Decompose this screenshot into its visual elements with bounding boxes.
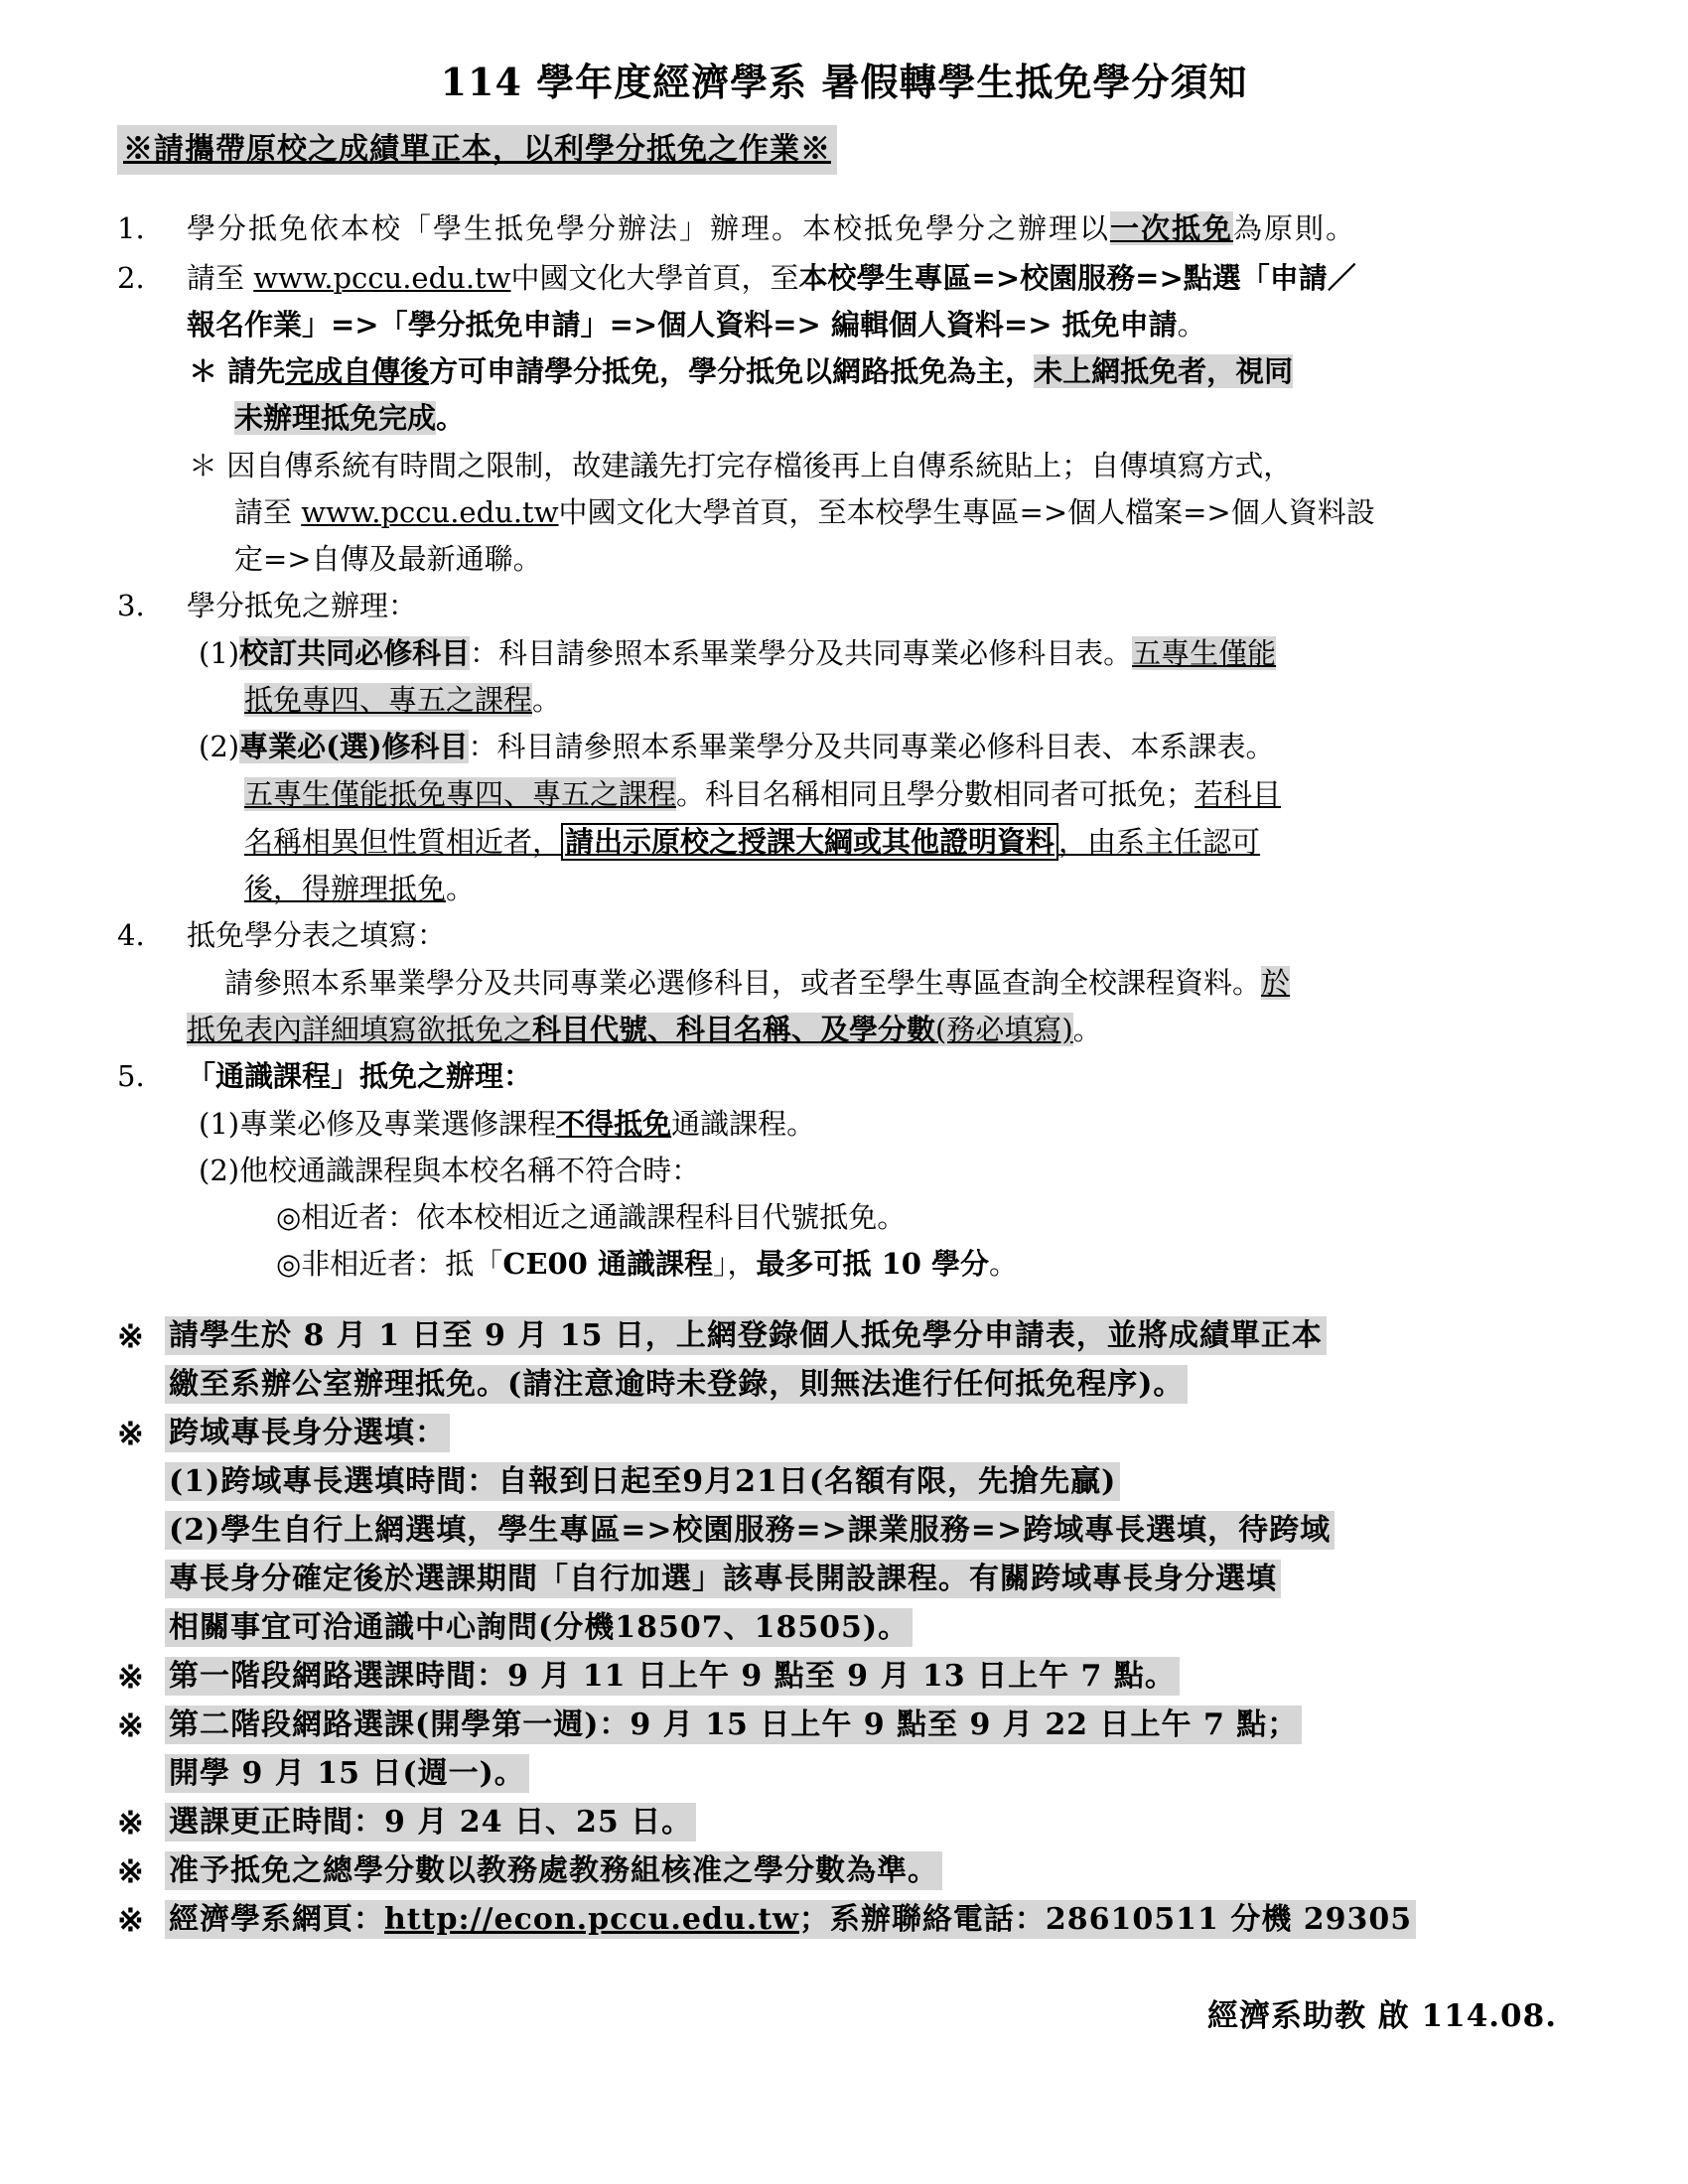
one-time-emphasis: 一次抵免	[1110, 211, 1234, 245]
item-3-number: 3.	[117, 589, 145, 622]
item-2-number: 2.	[117, 261, 145, 295]
item-5-part-1: (1)專業必修及專業選修課程不得抵免通識課程。	[199, 1107, 816, 1141]
note-1-line-2: 繳至系辦公室辦理抵免。(請注意逾時未登錄，則無法進行任何抵免程序)。	[165, 1363, 1188, 1407]
page-title: 114 學年度經濟學系 暑假轉學生抵免學分須知	[440, 60, 1248, 104]
signature: 經濟系助教 啟 114.08.	[1206, 1998, 1557, 2034]
item-2-line-1: 請至 www.pccu.edu.tw中國文化大學首頁，至本校學生專區=>校園服務=>點選「申請／	[187, 261, 1356, 295]
note-4-mark: ※	[117, 1706, 144, 1744]
item-5-part-2: (2)他校通識課程與本校名稱不符合時：	[199, 1154, 701, 1187]
note-7-mark: ※	[117, 1901, 144, 1939]
note-3-mark: ※	[117, 1658, 144, 1696]
item-5-heading: 「通識課程」抵免之辦理：	[187, 1059, 533, 1093]
item-4-heading: 抵免學分表之填寫：	[187, 918, 447, 952]
note-2-line-5: 相關事宜可洽通識中心詢問(分機18507、18505)。	[165, 1606, 913, 1650]
item-5-similar: ◎相近者：依本校相近之通識課程科目代號抵免。	[276, 1200, 907, 1234]
note-2-line-1: 跨域專長身分選填：	[165, 1412, 450, 1455]
note-1-mark: ※	[117, 1317, 144, 1355]
note-7: 經濟學系網頁：http://econ.pccu.edu.tw；系辦聯絡電話：28610511 分機 29305	[165, 1898, 1416, 1942]
item-1-number: 1.	[117, 211, 145, 245]
item-3-part-2-line-4: 後，得辦理抵免。	[244, 872, 476, 905]
pccu-link-2[interactable]: www.pccu.edu.tw	[301, 495, 559, 529]
item-1-line: 學分抵免依本校「學生抵免學分辦法」辦理。本校抵免學分之辦理以一次抵免為原則。	[187, 211, 1357, 245]
item-2-star-1-line-1: ＊ 請先完成自傳後方可申請學分抵免，學分抵免以網路抵免為主，未上網抵免者，視同	[189, 354, 1294, 388]
note-6-mark: ※	[117, 1852, 144, 1890]
note-2-mark: ※	[117, 1415, 144, 1452]
item-3-part-1-line-1: (1)校訂共同必修科目：科目請參照本系畢業學分及共同專業必修科目表。五專生僅能	[199, 636, 1277, 670]
item-3-part-1-line-2: 抵免專四、專五之課程。	[244, 683, 562, 717]
item-4-line-1: 請參照本系畢業學分及共同專業必選修科目，或者至學生專區查詢全校課程資料。於	[224, 966, 1291, 1000]
syllabus-requirement-box: 請出示原校之授課大綱或其他證明資料	[561, 823, 1058, 861]
note-1-line-1: 請學生於 8 月 1 日至 9 月 15 日，上網登錄個人抵免學分申請表，並將成績單正本	[165, 1314, 1327, 1358]
item-3-part-2-line-1: (2)專業必(選)修科目：科目請參照本系畢業學分及共同專業必修科目表、本系課表。	[199, 730, 1275, 763]
note-3: 第一階段網路選課時間：9 月 11 日上午 9 點至 9 月 13 日上午 7 點。	[165, 1655, 1180, 1699]
item-3-part-2-line-3: 名稱相異但性質相近者， 請出示原校之授課大綱或其他證明資料 ，由系主任認可	[244, 825, 1261, 859]
note-2-line-2: (1)跨域專長選填時間：自報到日起至9月21日(名額有限，先搶先贏)	[165, 1460, 1120, 1504]
item-2-star-2-line-1: ＊ 因自傳系統有時間之限制，故建議先打完存檔後再上自傳系統貼上；自傳填寫方式，	[189, 449, 1293, 482]
item-2-star-2-line-3: 定=>自傳及最新通聯。	[234, 542, 542, 576]
note-4-line-1: 第二階段網路選課(開學第一週)：9 月 15 日上午 9 點至 9 月 22 日上午 7 點；	[165, 1704, 1302, 1747]
item-5-number: 5.	[117, 1059, 145, 1093]
note-2-line-3: (2)學生自行上網選填，學生專區=>校園服務=>課業服務=>跨域專長選填，待跨域	[165, 1509, 1335, 1553]
pccu-link[interactable]: www.pccu.edu.tw	[253, 261, 511, 295]
item-3-heading: 學分抵免之辦理：	[187, 589, 418, 622]
note-2-line-4: 專長身分確定後於選課期間「自行加選」該專長開設課程。有關跨域專長身分選填	[165, 1558, 1281, 1601]
item-2-line-2: 報名作業」=>「學分抵免申請」=>個人資料=> 編輯個人資料=> 抵免申請。	[187, 308, 1206, 341]
note-6: 准予抵免之總學分數以教務處教務組核准之學分數為準。	[165, 1849, 942, 1893]
econ-website-link[interactable]: http://econ.pccu.edu.tw	[384, 1902, 799, 1937]
item-3-part-2-line-2: 五專生僅能抵免專四、專五之課程。科目名稱相同且學分數相同者可抵免；若科目	[244, 777, 1282, 811]
item-4-line-2: 抵免表內詳細填寫欲抵免之科目代號、科目名稱、及學分數(務必填寫)。	[187, 1013, 1102, 1046]
item-4-number: 4.	[117, 918, 145, 952]
item-2-star-2-line-2: 請至 www.pccu.edu.tw中國文化大學首頁，至本校學生專區=>個人檔案=>個人資料設	[234, 495, 1375, 529]
note-5-mark: ※	[117, 1804, 144, 1842]
note-5: 選課更正時間：9 月 24 日、25 日。	[165, 1801, 696, 1844]
item-5-non-similar: ◎非相近者：抵「CE00 通識課程」，最多可抵 10 學分。	[276, 1247, 1019, 1281]
note-4-line-2: 開學 9 月 15 日(週一)。	[165, 1752, 529, 1796]
item-2-star-1-line-2: 未辦理抵免完成。	[234, 401, 466, 435]
notice-banner: ※請攜帶原校之成績單正本，以利學分抵免之作業※	[117, 125, 837, 175]
